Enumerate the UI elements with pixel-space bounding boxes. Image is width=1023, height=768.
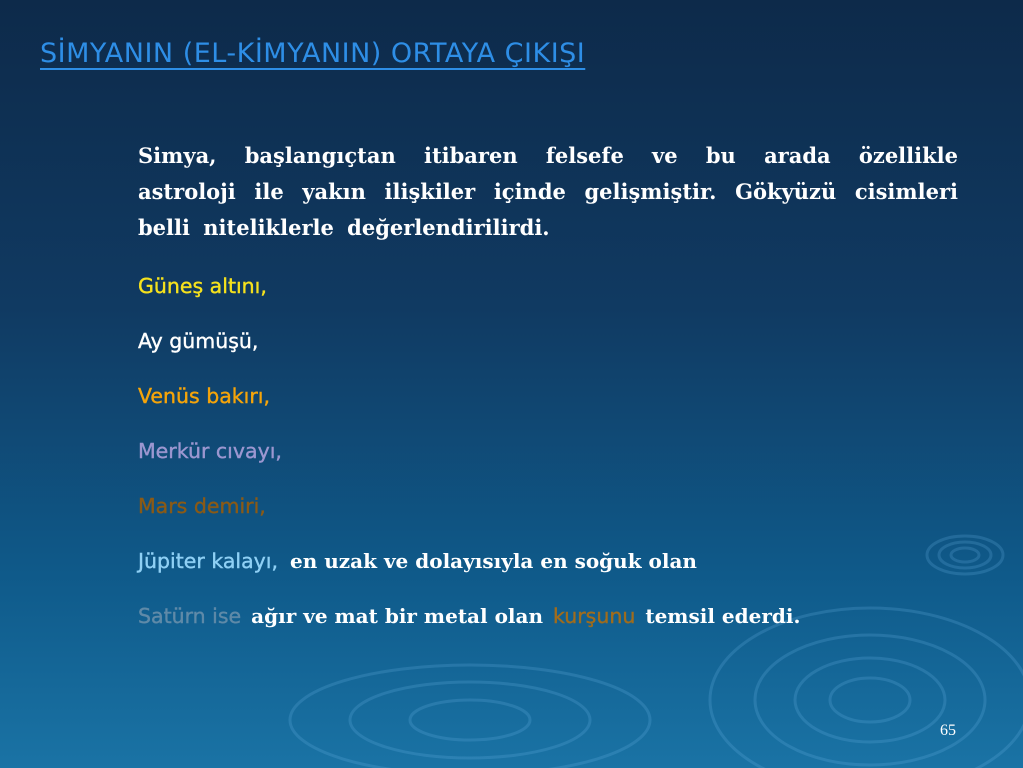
jupiter-text: Jüpiter kalayı, <box>138 548 279 573</box>
merkur-text: Merkür cıvayı, <box>138 438 282 463</box>
line-jupiter <box>138 533 958 588</box>
gunes-text: Güneş altını, <box>138 273 267 298</box>
intro-paragraph: Simya, başlangıçtan itibaren felsefe ve bu arada özellikle astroloji ile yakın ilişkiler içinde gelişmiştir. Gökyüzü cisimleri belli niteliklerle değerlendirilirdi. <box>138 143 958 240</box>
line-mars <box>138 478 958 533</box>
line-ay <box>138 313 958 368</box>
slide-content <box>138 138 958 643</box>
venus-text: Venüs bakırı, <box>138 383 271 408</box>
saturn-middle-text: ağır ve mat bir metal olan <box>251 603 544 628</box>
line-venus <box>138 368 958 423</box>
saturn-text: Satürn ise <box>138 603 242 628</box>
page-number: 65 <box>940 722 956 739</box>
jupiter-rest-text: en uzak ve dolayısıyla en soğuk olan <box>290 548 697 573</box>
kursunu-text: kurşunu <box>553 603 636 628</box>
saturn-end-text: temsil ederdi. <box>645 603 801 628</box>
slide-title: SİMYANIN (EL-KİMYANIN) ORTAYA ÇIKIŞI <box>40 38 586 69</box>
ay-text: Ay gümüşü, <box>138 328 259 353</box>
line-saturn <box>138 588 958 643</box>
line-gunes <box>138 258 958 313</box>
mars-text: Mars demiri, <box>138 493 266 518</box>
line-merkur <box>138 423 958 478</box>
